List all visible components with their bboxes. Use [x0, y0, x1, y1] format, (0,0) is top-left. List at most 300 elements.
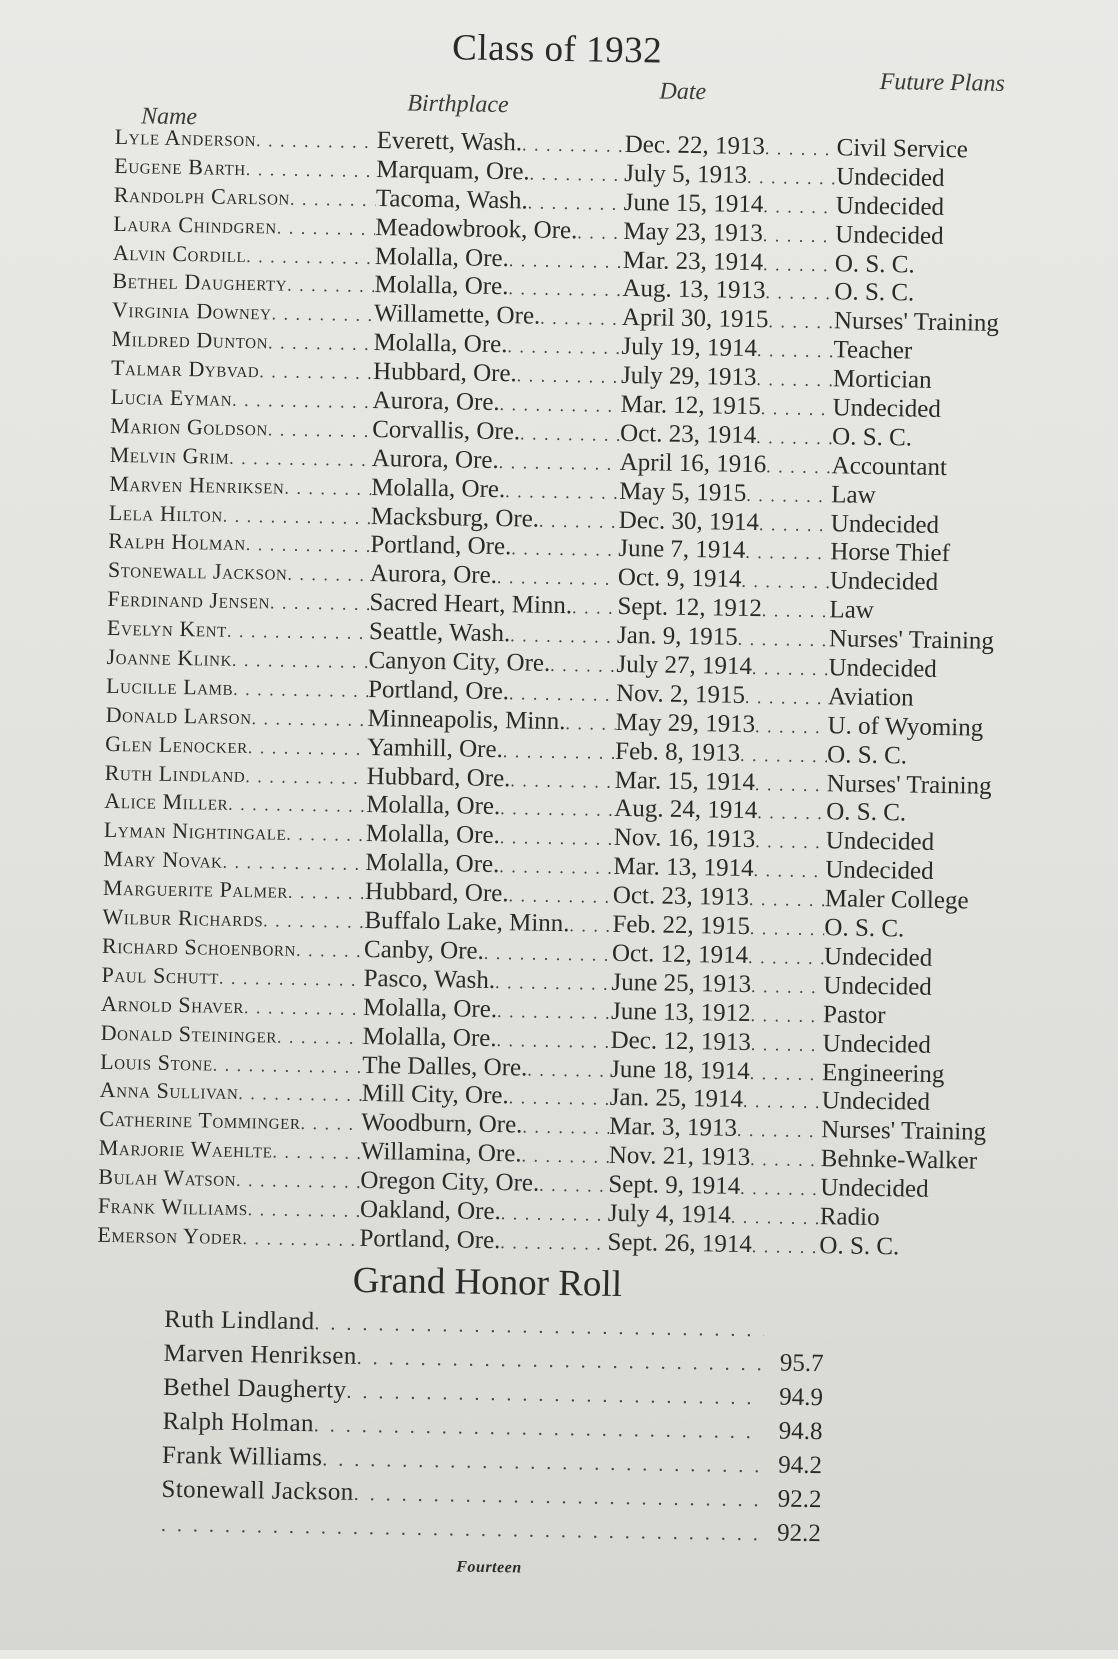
student-name: Alice Miller: [104, 788, 229, 816]
student-date-cell: [609, 1142, 821, 1173]
student-name-cell: [105, 759, 367, 789]
student-date-cell: [619, 506, 831, 537]
student-birthplace-cell: [367, 734, 615, 766]
leader-dots: [501, 1203, 608, 1226]
student-date: Feb. 22, 1915: [612, 910, 751, 941]
student-plans-cell: [830, 568, 1068, 600]
student-plans: Undecided: [822, 1029, 932, 1059]
student-name-cell: [106, 673, 368, 703]
student-plans-cell: [827, 741, 1065, 773]
honor-score: 92.2: [777, 1485, 822, 1514]
leader-dots: [756, 427, 832, 449]
student-date-cell: [623, 246, 835, 277]
leader-dots: [271, 304, 374, 327]
leader-dots: [750, 1149, 821, 1171]
student-birthplace-cell: [362, 1051, 610, 1083]
student-date-cell: [622, 275, 834, 306]
student-plans: Undecided: [828, 654, 937, 683]
student-birthplace-cell: [374, 271, 622, 303]
student-name: Stonewall Jackson: [107, 557, 288, 586]
student-plans: Maler College: [824, 885, 969, 915]
student-date: Sept. 9, 1914: [608, 1170, 741, 1200]
student-name: Catherine Tomminger: [99, 1106, 301, 1135]
header-birthplace: Birthplace: [407, 90, 509, 119]
student-birthplace-cell: [373, 358, 621, 390]
student-name: Ralph Holman: [108, 528, 247, 556]
student-date: Oct. 23, 1913: [612, 882, 750, 912]
student-plans-cell: [831, 452, 1069, 484]
student-name-cell: [112, 297, 374, 327]
student-plans-cell: [829, 596, 1067, 628]
honor-score: 95.7: [779, 1349, 824, 1378]
student-plans: Undecided: [825, 856, 934, 886]
student-birthplace: Aurora, Ore.: [371, 444, 499, 474]
leader-dots: [763, 225, 836, 247]
leader-dots: [550, 655, 617, 677]
student-plans-cell: [829, 625, 1067, 657]
leader-dots: [540, 308, 622, 330]
leader-dots: [569, 915, 612, 937]
leader-dots: [288, 882, 365, 904]
leader-dots: [248, 737, 368, 760]
student-plans: Radio: [819, 1203, 880, 1232]
student-date-cell: [621, 362, 833, 393]
student-birthplace: Seattle, Wash.: [368, 618, 511, 648]
student-plans: Undecided: [835, 192, 945, 221]
student-date: Mar. 15, 1914: [614, 766, 756, 796]
student-birthplace: Mill City, Ore.: [361, 1080, 509, 1110]
student-plans-cell: [825, 856, 1063, 888]
student-name: Talmar Dybvad: [110, 355, 260, 383]
student-date: Mar. 23, 1914: [622, 246, 764, 276]
leader-dots: [751, 1034, 823, 1056]
leader-dots: [500, 799, 614, 822]
student-date: May 23, 1913: [623, 217, 764, 247]
student-plans: O. S. C.: [834, 278, 915, 307]
leader-dots: [357, 1347, 764, 1376]
student-plans-cell: [830, 539, 1068, 571]
student-birthplace-cell: [377, 127, 625, 159]
student-plans: Mortician: [832, 365, 932, 394]
student-date: Nov. 21, 1913: [608, 1141, 751, 1172]
student-plans: Teacher: [833, 336, 913, 365]
student-date: Sept. 26, 1914: [607, 1228, 753, 1258]
leader-dots: [743, 1091, 822, 1113]
leader-dots: [287, 564, 370, 586]
student-birthplace-cell: [363, 965, 611, 997]
student-birthplace: Yamhill, Ore.: [366, 733, 504, 763]
student-date: June 25, 1913: [611, 968, 752, 998]
student-plans-cell: [821, 1088, 1059, 1120]
student-name: Richard Schoenborn: [101, 932, 297, 961]
leader-dots: [572, 597, 618, 619]
student-birthplace: Molalla, Ore.: [365, 849, 500, 879]
leader-dots: [509, 1088, 610, 1111]
student-name: Arnold Shaver: [100, 990, 245, 1018]
leader-dots: [229, 448, 372, 471]
student-birthplace: Canby, Ore.: [363, 935, 485, 965]
student-name: Laura Chindgren: [113, 210, 278, 239]
leader-dots: [287, 275, 375, 297]
leader-dots: [740, 1178, 820, 1200]
honor-score: 94.2: [778, 1451, 823, 1480]
student-name-cell: [114, 182, 376, 212]
honor-name: Ralph Holman: [162, 1407, 315, 1438]
student-date-cell: [621, 333, 833, 364]
student-date: Jan. 25, 1914: [609, 1084, 744, 1114]
student-plans-cell: [832, 394, 1070, 426]
leader-dots: [222, 852, 365, 875]
student-birthplace-cell: [366, 791, 614, 823]
leader-dots: [517, 365, 622, 388]
student-date: July 27, 1914: [616, 650, 753, 681]
header-date: Date: [659, 78, 707, 106]
student-date-cell: [616, 651, 828, 682]
student-plans: O. S. C.: [834, 249, 915, 279]
student-birthplace-cell: [372, 445, 620, 477]
student-date-cell: [624, 131, 836, 162]
student-date: June 13, 1912: [610, 997, 751, 1027]
student-name-cell: [110, 442, 372, 472]
student-birthplace-cell: [365, 878, 613, 910]
leader-dots: [763, 196, 836, 218]
page-number: Fourteen: [456, 1558, 522, 1577]
student-birthplace: The Dalles, Ore.: [361, 1051, 528, 1082]
student-date: July 29, 1913: [620, 362, 757, 392]
student-name: Marjorie Waehlte: [98, 1134, 273, 1163]
leader-dots: [765, 138, 837, 160]
student-name-cell: [111, 355, 373, 385]
leader-dots: [509, 250, 623, 273]
student-plans: Undecided: [829, 567, 939, 597]
student-birthplace-cell: [369, 589, 617, 621]
honor-name: Marven Henriksen: [163, 1339, 357, 1370]
student-birthplace: Everett, Wash.: [376, 127, 523, 157]
student-birthplace: Molalla, Ore.: [374, 242, 510, 272]
student-birthplace: Molalla, Ore.: [362, 1022, 497, 1052]
student-birthplace: Portland, Ore.: [370, 531, 512, 561]
honor-name: Ruth Lindland: [163, 1305, 315, 1336]
student-date-cell: [624, 189, 836, 220]
leader-dots: [223, 505, 371, 528]
honor-name: Frank Williams: [161, 1441, 323, 1472]
student-date-cell: [613, 853, 825, 884]
leader-dots: [565, 713, 615, 735]
student-plans: U. of Wyoming: [827, 712, 984, 742]
student-birthplace-cell: [371, 503, 619, 535]
student-plans-cell: [836, 163, 1074, 195]
student-birthplace-cell: [369, 618, 617, 650]
student-name: Glen Lenocker: [105, 730, 249, 758]
student-date-cell: [614, 795, 826, 826]
student-birthplace-cell: [361, 1109, 609, 1141]
leader-dots: [520, 423, 620, 446]
student-date: April 16, 1916: [619, 448, 767, 479]
student-date-cell: [620, 391, 832, 422]
leader-dots: [219, 968, 364, 991]
student-birthplace-cell: [360, 1196, 608, 1228]
leader-dots: [508, 885, 613, 908]
student-plans-cell: [820, 1174, 1058, 1206]
student-date: July 5, 1913: [624, 159, 748, 189]
student-birthplace: Canyon City, Ore.: [368, 647, 551, 677]
leader-dots: [259, 361, 373, 384]
student-name: Ruth Lindland: [104, 759, 246, 787]
leader-dots: [529, 163, 624, 185]
leader-dots: [213, 1054, 363, 1077]
student-plans: Engineering: [821, 1058, 945, 1088]
student-birthplace-cell: [375, 243, 623, 275]
honor-score: 92.2: [776, 1519, 822, 1548]
honor-score: [764, 1336, 824, 1337]
student-plans-cell: [832, 423, 1070, 455]
student-plans: Law: [831, 480, 876, 509]
student-plans: Undecided: [832, 394, 942, 423]
student-name-cell: [100, 1048, 362, 1078]
leader-dots: [759, 514, 831, 536]
honor-roll-list: [161, 1306, 881, 1555]
student-birthplace-cell: [364, 936, 612, 968]
student-birthplace-cell: [364, 907, 612, 939]
student-date: June 15, 1914: [623, 188, 764, 218]
student-name-cell: [101, 991, 363, 1021]
student-birthplace: Molalla, Ore.: [362, 993, 498, 1023]
student-birthplace: Oakland, Ore.: [359, 1195, 502, 1226]
leader-dots: [290, 188, 376, 210]
header-name: Name: [140, 103, 198, 131]
student-date: July 4, 1914: [607, 1199, 732, 1229]
student-date-cell: [614, 824, 826, 855]
student-date: Nov. 16, 1913: [613, 824, 756, 854]
student-birthplace: Molalla, Ore.: [365, 820, 501, 850]
student-plans: Undecided: [836, 163, 945, 192]
leader-dots: [746, 485, 831, 507]
leader-dots: [768, 312, 834, 334]
leader-dots: [228, 794, 366, 817]
leader-dots: [510, 770, 615, 793]
student-name-cell: [100, 1077, 362, 1107]
student-date-cell: [609, 1113, 821, 1144]
leader-dots: [232, 650, 369, 673]
student-name-cell: [103, 846, 365, 876]
leader-dots: [737, 1120, 822, 1142]
leader-dots: [750, 1005, 823, 1027]
student-name-cell: [105, 702, 367, 732]
leader-dots: [756, 369, 833, 391]
student-name-cell: [108, 557, 370, 587]
student-birthplace-cell: [366, 820, 614, 852]
leader-dots: [762, 600, 830, 622]
student-birthplace: Molalla, Ore.: [371, 473, 506, 503]
student-plans-cell: [823, 1001, 1061, 1033]
leader-dots: [286, 824, 366, 846]
student-date: Nov. 2, 1915: [615, 679, 746, 709]
student-name-cell: [97, 1222, 359, 1252]
student-name-cell: [107, 615, 369, 645]
student-plans: O. S. C.: [824, 914, 905, 943]
student-name: Lyle Anderson: [114, 123, 257, 152]
leader-dots: [314, 1312, 764, 1342]
leader-dots: [741, 571, 830, 593]
leader-dots: [750, 1063, 823, 1085]
student-plans-cell: [824, 943, 1062, 975]
leader-dots: [238, 1083, 362, 1106]
leader-dots: [300, 1113, 361, 1135]
student-date: Oct. 23, 1914: [619, 419, 757, 449]
student-plans: Undecided: [830, 509, 940, 539]
student-plans: Undecided: [821, 1087, 931, 1117]
student-name-cell: [104, 817, 366, 847]
leader-dots: [500, 1232, 607, 1255]
student-name: Lucia Eyman: [110, 383, 233, 411]
leader-dots: [499, 452, 620, 475]
student-name: Ferdinand Jensen: [107, 586, 271, 614]
student-date-cell: [616, 680, 828, 711]
student-name-cell: [108, 528, 370, 558]
student-name-cell: [103, 875, 365, 905]
leader-dots: [484, 943, 612, 966]
leader-dots: [277, 217, 376, 240]
student-name: Evelyn Kent: [106, 615, 228, 642]
student-date: Dec. 22, 1913: [624, 130, 766, 161]
leader-dots: [761, 398, 833, 420]
leader-dots: [268, 419, 373, 442]
student-birthplace-cell: [359, 1225, 607, 1257]
student-name: Bethel Daugherty: [112, 268, 288, 297]
student-name: Joanne Klink: [106, 643, 233, 671]
student-date-cell: [608, 1171, 820, 1202]
student-plans: Horse Thief: [830, 538, 951, 568]
student-name: Emerson Yoder: [97, 1221, 243, 1249]
student-date-cell: [607, 1229, 819, 1260]
student-birthplace-cell: [360, 1167, 608, 1199]
student-name: Alvin Cordill: [112, 239, 247, 267]
leader-dots: [263, 910, 365, 933]
student-name-cell: [113, 211, 375, 241]
student-date: Aug. 13, 1913: [622, 275, 766, 305]
student-plans-cell: [835, 221, 1073, 253]
student-birthplace-cell: [370, 531, 618, 563]
leader-dots: [757, 340, 834, 362]
student-name: Mary Novak: [103, 846, 223, 873]
student-plans-cell: [833, 336, 1071, 368]
student-birthplace-cell: [362, 1080, 610, 1112]
student-date-cell: [622, 304, 834, 335]
leader-dots: [747, 167, 836, 189]
honor-roll-title: Grand Honor Roll: [352, 1259, 623, 1306]
honor-name-cell: [164, 1306, 764, 1343]
student-plans: Civil Service: [836, 134, 969, 164]
leader-dots: [246, 246, 375, 269]
student-birthplace: Hubbard, Ore.: [372, 358, 517, 388]
student-date-cell: [610, 1055, 822, 1086]
student-date-cell: [618, 535, 830, 566]
leader-dots: [577, 222, 623, 244]
student-birthplace: Hubbard, Ore.: [364, 878, 509, 908]
leader-dots: [497, 1001, 611, 1024]
header-future-plans: Future Plans: [879, 68, 1006, 97]
leader-dots: [752, 658, 829, 680]
honor-score: 94.8: [778, 1417, 823, 1446]
student-date: May 29, 1913: [615, 708, 756, 738]
student-birthplace: Meadowbrook, Ore.: [375, 213, 578, 244]
leader-dots: [749, 889, 825, 911]
student-date-cell: [613, 882, 825, 913]
student-plans: Behnke-Walker: [820, 1145, 978, 1175]
student-plans: Pastor: [822, 1000, 886, 1029]
student-birthplace-cell: [363, 994, 611, 1026]
student-date: Mar. 3, 1913: [609, 1113, 738, 1143]
student-name-cell: [110, 384, 372, 414]
leader-dots: [272, 1142, 361, 1164]
leader-dots: [750, 918, 825, 940]
leader-dots: [528, 192, 624, 215]
student-birthplace: Portland, Ore.: [367, 675, 510, 706]
leader-dots: [277, 1026, 363, 1048]
student-birthplace-cell: [370, 560, 618, 592]
student-plans: O. S. C.: [826, 798, 907, 827]
leader-dots: [161, 1514, 761, 1546]
student-date-cell: [611, 998, 823, 1029]
leader-dots: [522, 134, 625, 157]
student-date: April 30, 1915: [621, 304, 769, 334]
honor-score: 94.9: [779, 1383, 824, 1412]
student-plans-cell: [828, 654, 1066, 686]
leader-dots: [511, 539, 618, 562]
leader-dots: [755, 831, 826, 853]
student-plans: O. S. C.: [826, 740, 908, 770]
leader-dots: [346, 1381, 763, 1411]
student-plans: Accountant: [831, 452, 948, 481]
student-birthplace-cell: [376, 185, 624, 217]
student-name-cell: [113, 239, 375, 269]
student-birthplace: Woodburn, Ore.: [361, 1109, 523, 1139]
student-plans-cell: [826, 770, 1064, 802]
student-plans-cell: [819, 1232, 1057, 1264]
leader-dots: [236, 1170, 361, 1193]
leader-dots: [765, 283, 834, 305]
student-date-cell: [615, 709, 827, 740]
student-name-cell: [102, 904, 364, 934]
leader-dots: [268, 333, 374, 356]
student-plans-cell: [831, 481, 1069, 513]
leader-dots: [233, 679, 368, 702]
student-date: Oct. 12, 1914: [611, 939, 749, 969]
student-plans: Undecided: [823, 943, 933, 972]
student-date-cell: [612, 911, 824, 942]
student-name-cell: [109, 471, 371, 501]
leader-dots: [755, 774, 827, 796]
student-name: Lela Hilton: [108, 499, 223, 527]
student-date-cell: [611, 969, 823, 1000]
student-name: Lyman Nightingale: [103, 817, 287, 846]
student-date: Sept. 12, 1912: [617, 593, 763, 623]
student-name-cell: [100, 1019, 362, 1049]
student-name: Marven Henriksen: [109, 470, 285, 499]
leader-dots: [509, 683, 616, 706]
student-name-cell: [106, 644, 368, 674]
student-name: Paul Schutt: [101, 961, 220, 989]
leader-dots: [503, 741, 616, 764]
leader-dots: [505, 481, 619, 504]
student-birthplace-cell: [367, 705, 615, 737]
student-birthplace: Hubbard, Ore.: [366, 762, 511, 792]
student-date-cell: [617, 593, 829, 624]
student-name-cell: [114, 153, 376, 183]
student-date-cell: [619, 478, 831, 509]
student-date: July 19, 1914: [621, 333, 758, 363]
student-birthplace-cell: [368, 676, 616, 708]
